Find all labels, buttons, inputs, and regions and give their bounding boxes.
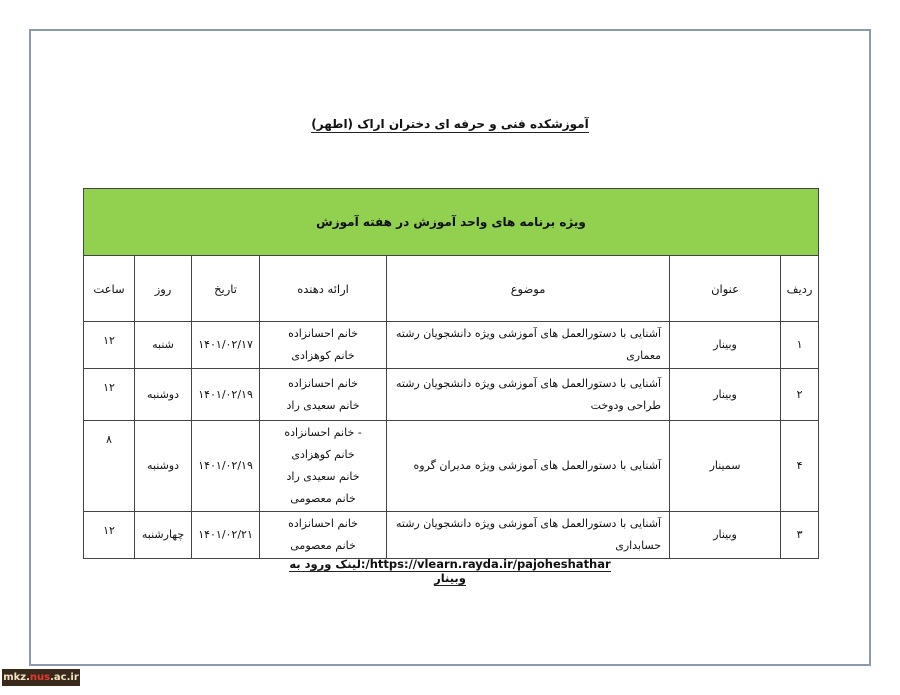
header-type: عنوان	[670, 256, 781, 322]
presenter-name: خانم احسانزاده	[288, 376, 358, 390]
presenter-name: خانم معصومی	[290, 539, 356, 552]
cell-row-number: ۱	[781, 322, 819, 369]
cell-day: شنبه	[135, 322, 192, 369]
table-row	[84, 322, 819, 369]
cell-presenter	[260, 421, 387, 512]
table-banner-row	[84, 189, 819, 256]
presenter-name: - خانم احسانزاده	[284, 426, 362, 439]
presenter-name: خانم سعیدی راد	[286, 398, 360, 412]
cell-day: دوشنبه	[135, 369, 192, 421]
table-row	[84, 512, 819, 559]
cell-presenter	[260, 369, 387, 421]
presenter-name: خانم معصومی	[290, 492, 356, 505]
cell-type: وبینار	[670, 322, 781, 369]
webinar-link-text[interactable]: https://vlearn.rayda.ir/pajoheshathar/:لینک ورود به وبینار	[289, 557, 611, 585]
header-hour: ساعت	[84, 256, 135, 322]
schedule-table	[83, 188, 819, 559]
logo-prefix: mkz.	[3, 672, 30, 683]
cell-row-number: ۳	[781, 512, 819, 559]
header-date: تاریخ	[192, 256, 260, 322]
cell-hour: ۱۲	[84, 369, 135, 421]
cell-date: ۱۴۰۱/۰۲/۲۱	[192, 512, 260, 559]
cell-type: سمینار	[670, 421, 781, 512]
table-row	[84, 421, 819, 512]
cell-type: وبینار	[670, 512, 781, 559]
cell-row-number: ۲	[781, 369, 819, 421]
page-title-text: آموزشکده فنی و حرفه ای دختران اراک (اطهر)	[311, 117, 589, 131]
cell-date: ۱۴۰۱/۰۲/۱۷	[192, 322, 260, 369]
cell-topic: آشنایی با دستورالعمل های آموزشی ویژه مدیران گروه	[387, 421, 670, 512]
header-presenter: ارائه دهنده	[260, 256, 387, 322]
header-row-number: ردیف	[781, 256, 819, 322]
logo-accent: nus	[29, 672, 51, 683]
presenter-name: خانم سعیدی راد	[286, 470, 360, 483]
presenter-name: خانم احسانزاده	[288, 327, 358, 340]
table-header-row	[84, 256, 819, 322]
presenter-name: خانم احسانزاده	[288, 517, 358, 530]
presenter-name: خانم کوهزادی	[291, 349, 355, 362]
cell-day: چهارشنبه	[135, 512, 192, 559]
webinar-link[interactable]	[280, 557, 620, 585]
logo-suffix: .ac.ir	[50, 672, 79, 683]
table-banner: ویژه برنامه های واحد آموزش در هفته آموزش	[84, 189, 819, 256]
cell-topic: آشنایی با دستورالعمل های آموزشی ویژه دانشجویان رشته طراحی ودوخت	[387, 369, 670, 421]
cell-presenter	[260, 512, 387, 559]
cell-row-number: ۴	[781, 421, 819, 512]
cell-type: وبینار	[670, 369, 781, 421]
cell-date: ۱۴۰۱/۰۲/۱۹	[192, 369, 260, 421]
header-topic: موضوع	[387, 256, 670, 322]
site-logo	[2, 669, 80, 686]
cell-topic: آشنایی با دستورالعمل های آموزشی ویژه دانشجویان رشته معماری	[387, 322, 670, 369]
cell-hour: ۱۲	[84, 512, 135, 559]
header-day: روز	[135, 256, 192, 322]
presenter-name: خانم کوهزادی	[291, 448, 355, 461]
cell-presenter	[260, 322, 387, 369]
cell-topic: آشنایی با دستورالعمل های آموزشی ویژه دانشجویان رشته حسابداری	[387, 512, 670, 559]
table-row	[84, 369, 819, 421]
cell-date: ۱۴۰۱/۰۲/۱۹	[192, 421, 260, 512]
cell-hour: ۱۲	[84, 322, 135, 369]
cell-hour: ۸	[84, 421, 135, 512]
page-title	[300, 117, 600, 131]
cell-day: دوشنبه	[135, 421, 192, 512]
